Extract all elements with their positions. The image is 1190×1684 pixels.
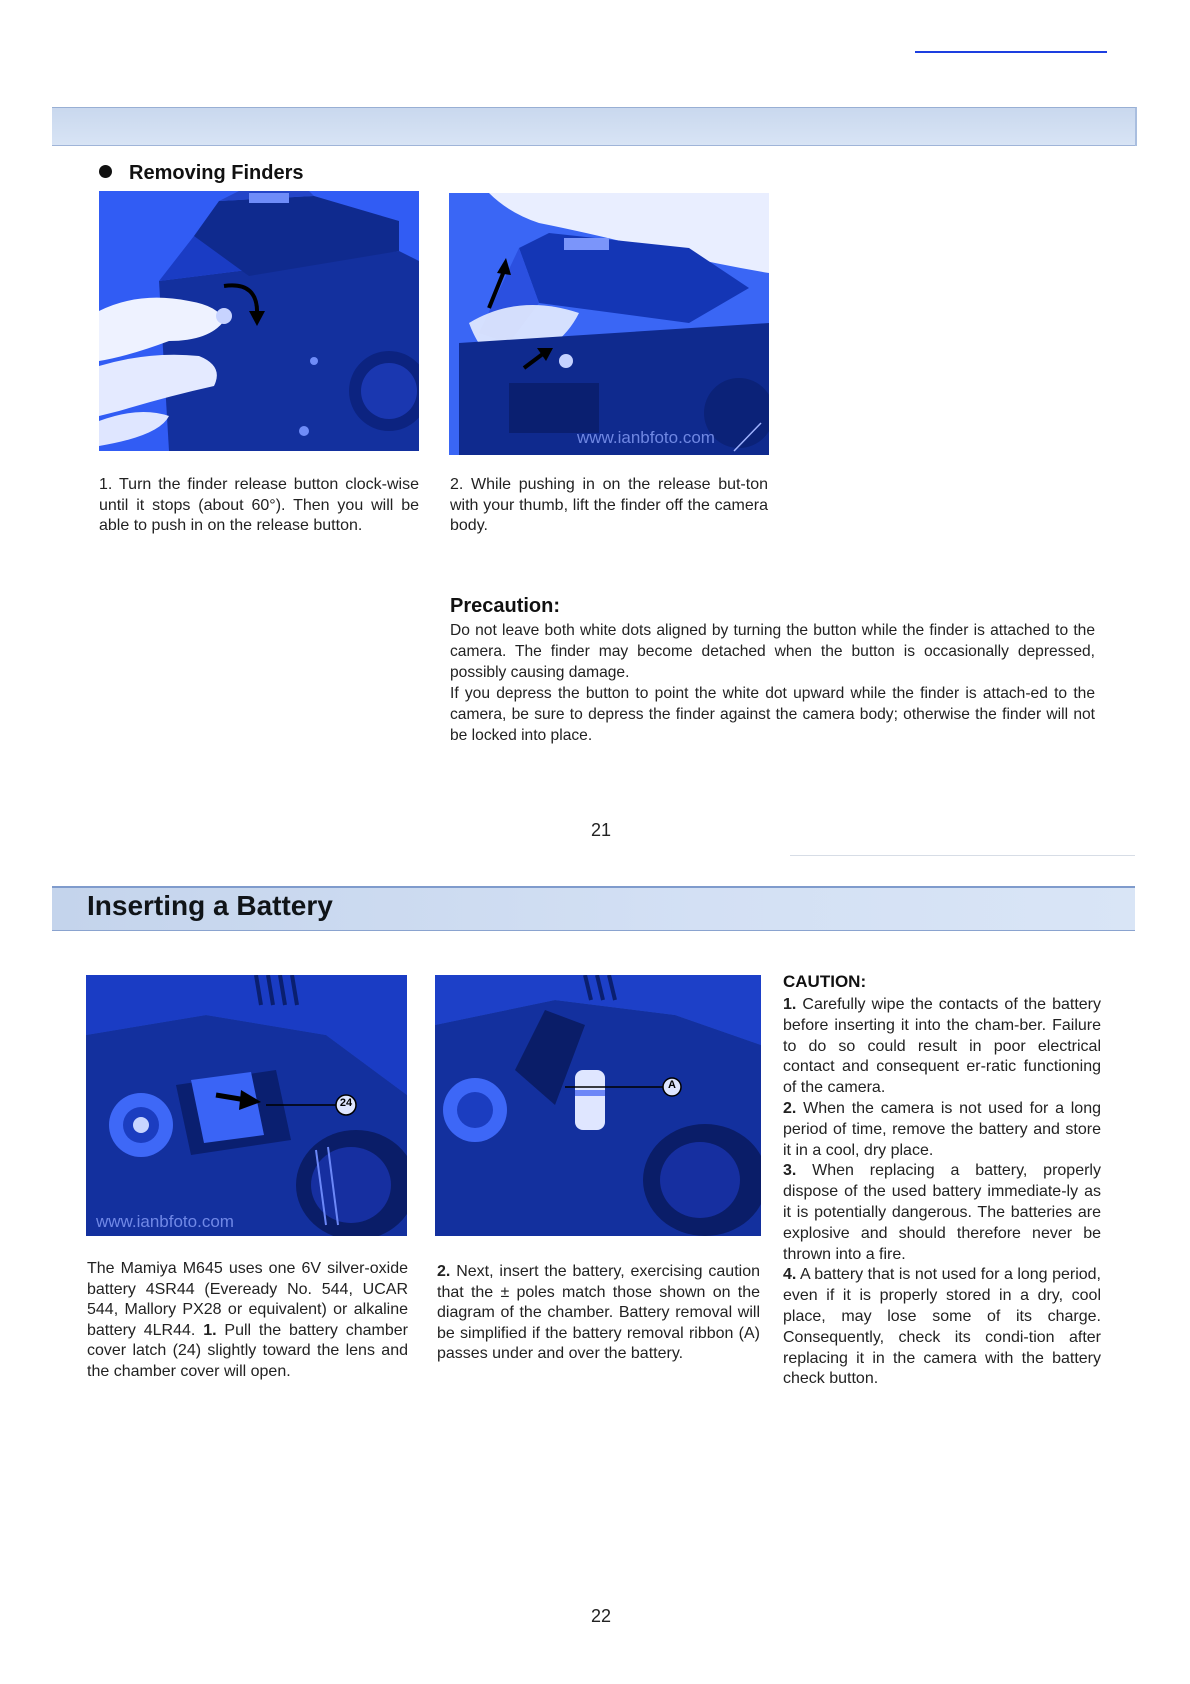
caution-item-number: 1.	[783, 996, 797, 1013]
step-2-number: 2.	[437, 1263, 451, 1280]
section-heading-removing-finders	[99, 162, 303, 185]
section-band	[52, 107, 1137, 146]
battery-intro-text: The Mamiya M645 uses one 6V silver-oxide battery 4SR44 (Eveready No. 544, UCAR 544, Mallory PX28 or equivalent) or alkaline battery 4LR44.	[87, 1260, 408, 1339]
step-1-text: Pull the battery chamber cover latch (24) slightly toward the lens and the chamber cover will open.	[87, 1321, 409, 1380]
section-band-underline	[52, 145, 1135, 146]
caution-item-number: 3.	[783, 1162, 797, 1180]
section-heading-text: Removing Finders	[129, 162, 304, 184]
photo-watermark-battery: www.ianbfoto.com	[96, 1212, 234, 1231]
caution-item	[783, 995, 1101, 1099]
caption-battery-intro	[87, 1259, 408, 1382]
photo-battery-latch	[86, 975, 407, 1236]
precaution-paragraph-1: Do not leave both white dots aligned by turning the button while the finder is attached to the camera. The finder may become detached when the button is occasionally depressed, possibly causing damage.	[450, 622, 1095, 681]
caution-item-text: Carefully wipe the contacts of the battery before inserting it into the cham-ber. Failure to do so could result in poor electrical contact and consequent er-ratic functioning of the camera.	[783, 996, 1101, 1097]
caution-item	[783, 1265, 1101, 1390]
caution-item-number: 2.	[783, 1099, 797, 1117]
callout-24: 24	[339, 1097, 353, 1109]
caution-item-text: A battery that is not used for a long period, even if it is properly stored in a dry, cool place, may lose some of its charge. Consequently, check its condi-tion after replacing it in the camera with the battery check button.	[783, 1266, 1101, 1388]
photo-insert-battery	[435, 975, 761, 1236]
step-2-text: Next, insert the battery, exercising caution that the ± poles match those shown on the diagram of the chamber. Battery removal will be simplified if the battery removal ribbon (A) passes under and over the battery.	[437, 1263, 760, 1362]
caption-step-2-finder: 2. While pushing in on the release but-ton with your thumb, lift the finder off the camera body.	[450, 476, 768, 534]
precaution-body	[450, 620, 1095, 746]
page-title-inserting-battery: Inserting a Battery	[87, 890, 333, 921]
header-rule	[915, 51, 1107, 53]
caption-step-1-finder: 1. Turn the finder release button clock-wise until it stops (about 60°). Then you will be able to push in on the release button.	[99, 476, 419, 534]
caution-item-text: When replacing a battery, properly dispose of the used battery immediate-ly as it is potentially dangerous. The batteries are explosive and should therefore never be thrown into a fire.	[783, 1162, 1101, 1263]
page-divider	[790, 855, 1135, 856]
bullet-icon	[99, 165, 112, 178]
caption-battery-step-2	[437, 1262, 760, 1365]
photo-watermark: www.ianbfoto.com	[577, 428, 715, 447]
photo-turn-release-button	[99, 191, 419, 451]
precaution-paragraph-2: If you depress the button to point the white dot upward while the finder is attach-ed to the camera, be sure to depress the finder against the camera body; otherwise the finder will not be locked into place.	[450, 685, 1095, 744]
page-number-21: 21	[590, 820, 612, 840]
caution-item-number: 4.	[783, 1266, 797, 1284]
caution-heading: CAUTION:	[783, 972, 867, 991]
callout-a: A	[668, 1079, 676, 1091]
precaution-heading: Precaution:	[450, 595, 561, 617]
caution-item	[783, 1099, 1101, 1161]
page-number-22: 22	[590, 1606, 612, 1626]
caution-item-text: When the camera is not used for a long period of time, remove the battery and store it in a cool, dry place.	[783, 1099, 1102, 1159]
caution-list	[783, 995, 1101, 1390]
step-1-number: 1.	[203, 1321, 217, 1339]
caution-item	[783, 1161, 1101, 1265]
photo-lift-finder	[449, 193, 769, 455]
